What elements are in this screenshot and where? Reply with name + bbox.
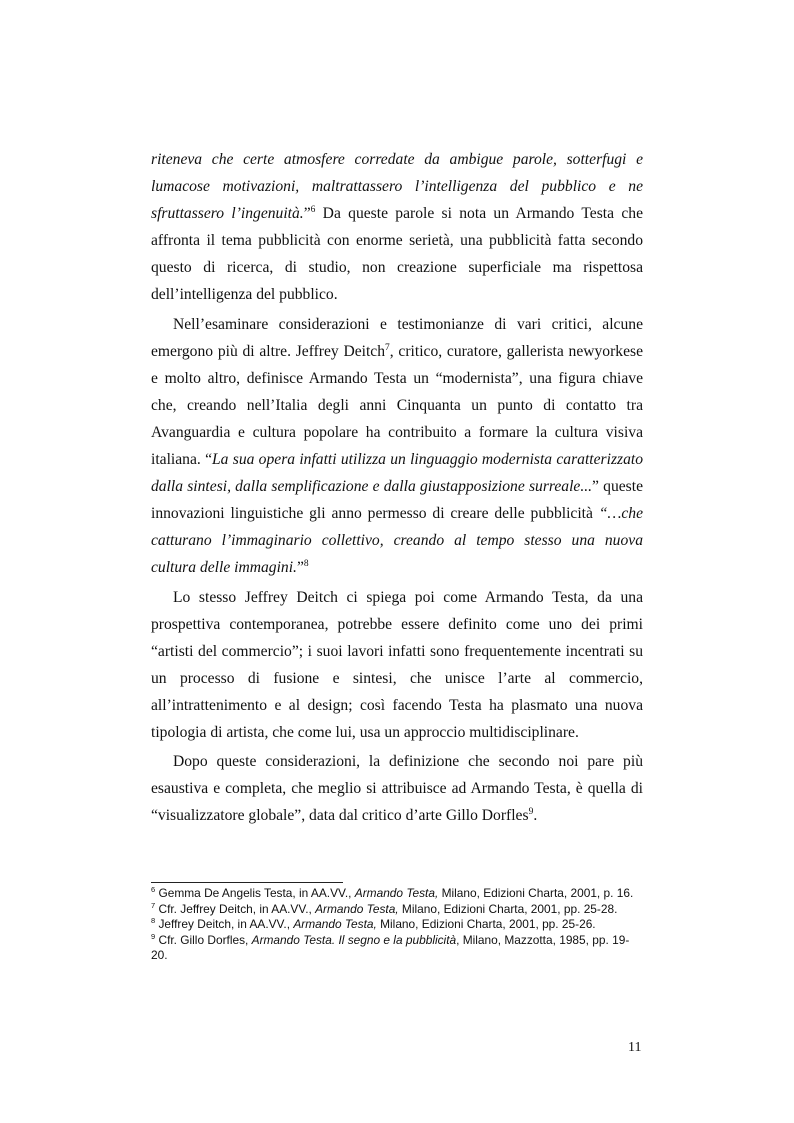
footnote-separator bbox=[151, 882, 343, 883]
page-number: 11 bbox=[628, 1040, 642, 1055]
footnote-number: 7 bbox=[151, 900, 156, 910]
quote-mark: ” bbox=[296, 559, 304, 577]
footnote-text: Milano, Edizioni Charta, 2001, p. 16. bbox=[438, 886, 634, 900]
footnote-6 bbox=[151, 886, 645, 902]
paragraph-text: Nell’esaminare considerazioni e testimonianze di vari critici, alcune emergono più di altre. Jeffrey Deitch bbox=[151, 315, 643, 360]
footnote-text: Gemma De Angelis Testa, in AA.VV., bbox=[155, 886, 355, 900]
footnote-9 bbox=[151, 933, 645, 964]
quote-text: riteneva che certe atmosfere corredate da ambigue parole, sotterfugi e lumacose motivazioni, maltrattassero l’intelligenza del pubblico e ne sfruttassero l’ingenuità. bbox=[151, 151, 643, 223]
paragraph-3 bbox=[151, 584, 643, 747]
footnote-text: Milano, Edizioni Charta, 2001, pp. 25-28. bbox=[398, 901, 618, 916]
footnotes bbox=[151, 886, 645, 964]
quote-mark: ” bbox=[303, 205, 311, 223]
footnote-ref-7: 7 bbox=[385, 342, 390, 353]
paragraph-text: Da queste parole si nota un Armando Testa che affronta il tema pubblicità con enorme serietà, una pubblicità fatta secondo questo di ricerca, di studio, non creazione superficiale ma rispettosa dell’intelligenza del pubblico. bbox=[151, 205, 643, 304]
footnote-text: Cfr. Gillo Dorfles, bbox=[155, 932, 252, 947]
paragraph-text: Dopo queste considerazioni, la definizione che secondo noi pare più esaustiva e completa, che meglio si attribuisce ad Armando Testa, è quella di “visualizzatore globale”, data dal critico d’arte Gillo Dorfles bbox=[151, 753, 643, 825]
body-text bbox=[151, 146, 643, 829]
footnote-text: Milano, Edizioni Charta, 2001, pp. 25-26. bbox=[376, 917, 596, 931]
footnote-7 bbox=[151, 902, 645, 918]
footnote-ref-9: 9 bbox=[528, 807, 534, 818]
footnote-number: 8 bbox=[151, 916, 156, 925]
footnote-number: 9 bbox=[151, 931, 156, 941]
footnote-title: Armando Testa. Il segno e la pubblicità bbox=[251, 932, 457, 947]
paragraph-text: , critico, curatore, gallerista newyorkese e molto altro, definisce Armando Testa un “modernista”, una figura chiave che, creando nell’Italia degli anni Cinquanta un punto di contatto tra Avanguardia e cultura popolare ha contribuito a formare la cultura visiva italiana. “ bbox=[151, 342, 643, 469]
paragraph-text: ” queste innovazioni linguistiche gli anno permesso di creare delle pubblicità bbox=[151, 478, 643, 523]
paragraph-4 bbox=[151, 748, 643, 829]
footnote-text: Jeffrey Deitch, in AA.VV., bbox=[155, 917, 294, 931]
footnote-ref-6: 6 bbox=[310, 205, 316, 216]
quote-text: “…che catturano l’immaginario collettivo, creando al tempo stesso una nuova cultura delle immagini. bbox=[151, 505, 643, 577]
footnote-title: Armando Testa, bbox=[315, 901, 399, 916]
footnote-title: Armando Testa, bbox=[354, 886, 439, 900]
paragraph-text: . bbox=[533, 807, 538, 825]
paragraph-2 bbox=[151, 311, 643, 582]
paragraph-1 bbox=[151, 146, 643, 309]
footnote-title: Armando Testa, bbox=[293, 917, 377, 931]
footnote-8 bbox=[151, 917, 645, 933]
footnote-number: 6 bbox=[151, 885, 156, 894]
quote-text: La sua opera infatti utilizza un linguaggio modernista caratterizzato dalla sintesi, dalla semplificazione e dalla giustapposizione surreale... bbox=[151, 451, 644, 496]
footnote-text: , Milano, Mazzotta, 1985, pp. 19-20. bbox=[151, 932, 630, 962]
footnote-ref-8: 8 bbox=[303, 559, 309, 570]
paragraph-text: Lo stesso Jeffrey Deitch ci spiega poi come Armando Testa, da una prospettiva contemporanea, potrebbe essere definito come uno dei primi “artisti del commercio”; i suoi lavori infatti sono frequentemente incentrati su un processo di fusione e sintesi, che unisce l’arte al commercio, all’intrattenimento e al design; così facendo Testa ha plasmato una nuova tipologia di artista, che come lui, usa un approccio multidisciplinare. bbox=[151, 588, 643, 741]
footnote-text: Cfr. Jeffrey Deitch, in AA.VV., bbox=[155, 901, 316, 916]
